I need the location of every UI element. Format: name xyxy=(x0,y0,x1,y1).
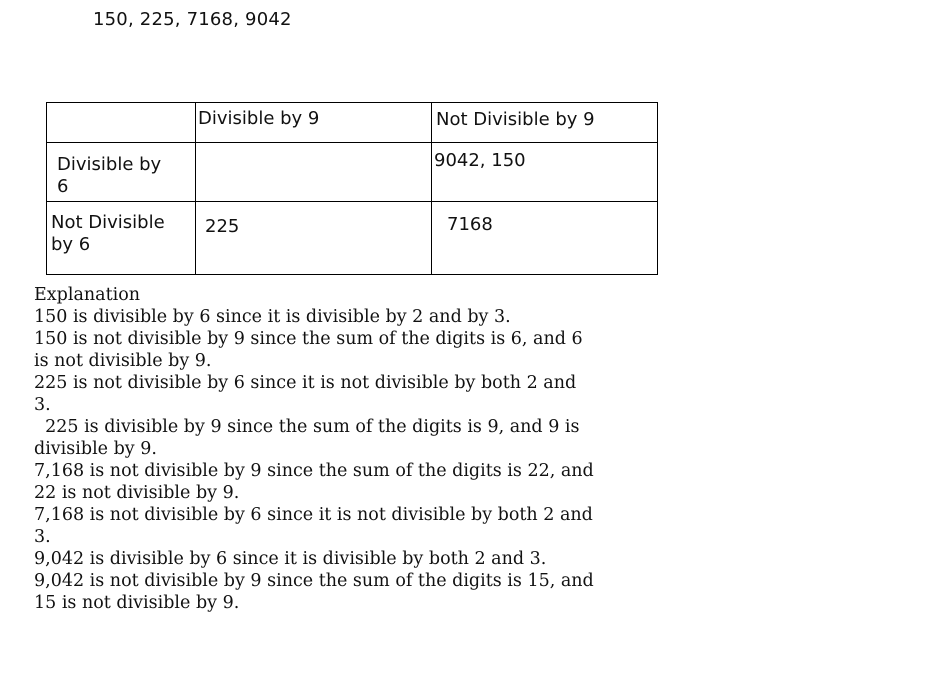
row-label-divisible-by-6-line2: 6 xyxy=(57,176,69,197)
row-label-not-divisible-by-6-line2: by 6 xyxy=(51,234,91,255)
table-column-divider xyxy=(431,103,432,274)
table-column-divider xyxy=(195,103,196,274)
table-row-divider xyxy=(47,142,657,143)
header-divisible-by-9: Divisible by 9 xyxy=(198,108,320,129)
explanation-line: 7,168 is not divisible by 6 since it is not divisible by both 2 and xyxy=(34,505,593,525)
explanation-block xyxy=(34,284,654,614)
table-row-divider xyxy=(47,201,657,202)
header-not-divisible-by-9: Not Divisible by 9 xyxy=(436,109,595,130)
cell-notdiv6-div9: 225 xyxy=(205,216,240,237)
explanation-line: 225 is not divisible by 6 since it is not divisible by both 2 and xyxy=(34,373,577,393)
cell-notdiv6-notdiv9: 7168 xyxy=(447,214,493,235)
divisibility-table xyxy=(46,102,658,275)
explanation-line: is not divisible by 9. xyxy=(34,351,212,371)
explanation-line: 225 is divisible by 9 since the sum of the digits is 9, and 9 is xyxy=(34,417,580,437)
explanation-heading: Explanation xyxy=(34,285,141,305)
explanation-line: 9,042 is not divisible by 9 since the sum of the digits is 15, and xyxy=(34,571,594,591)
explanation-line: 15 is not divisible by 9. xyxy=(34,593,240,613)
explanation-line: 150 is divisible by 6 since it is divisible by 2 and by 3. xyxy=(34,307,511,327)
explanation-line: 150 is not divisible by 9 since the sum of the digits is 6, and 6 xyxy=(34,329,583,349)
cell-div6-notdiv9: 9042, 150 xyxy=(434,150,526,171)
explanation-line: 9,042 is divisible by 6 since it is divisible by both 2 and 3. xyxy=(34,549,547,569)
explanation-line: divisible by 9. xyxy=(34,439,157,459)
explanation-line: 3. xyxy=(34,527,51,547)
explanation-line: 3. xyxy=(34,395,51,415)
explanation-line: 22 is not divisible by 9. xyxy=(34,483,240,503)
numbers-list: 150, 225, 7168, 9042 xyxy=(93,9,292,30)
row-label-not-divisible-by-6-line1: Not Divisible xyxy=(51,212,165,233)
explanation-line: 7,168 is not divisible by 9 since the sum of the digits is 22, and xyxy=(34,461,594,481)
row-label-divisible-by-6-line1: Divisible by xyxy=(57,154,162,175)
